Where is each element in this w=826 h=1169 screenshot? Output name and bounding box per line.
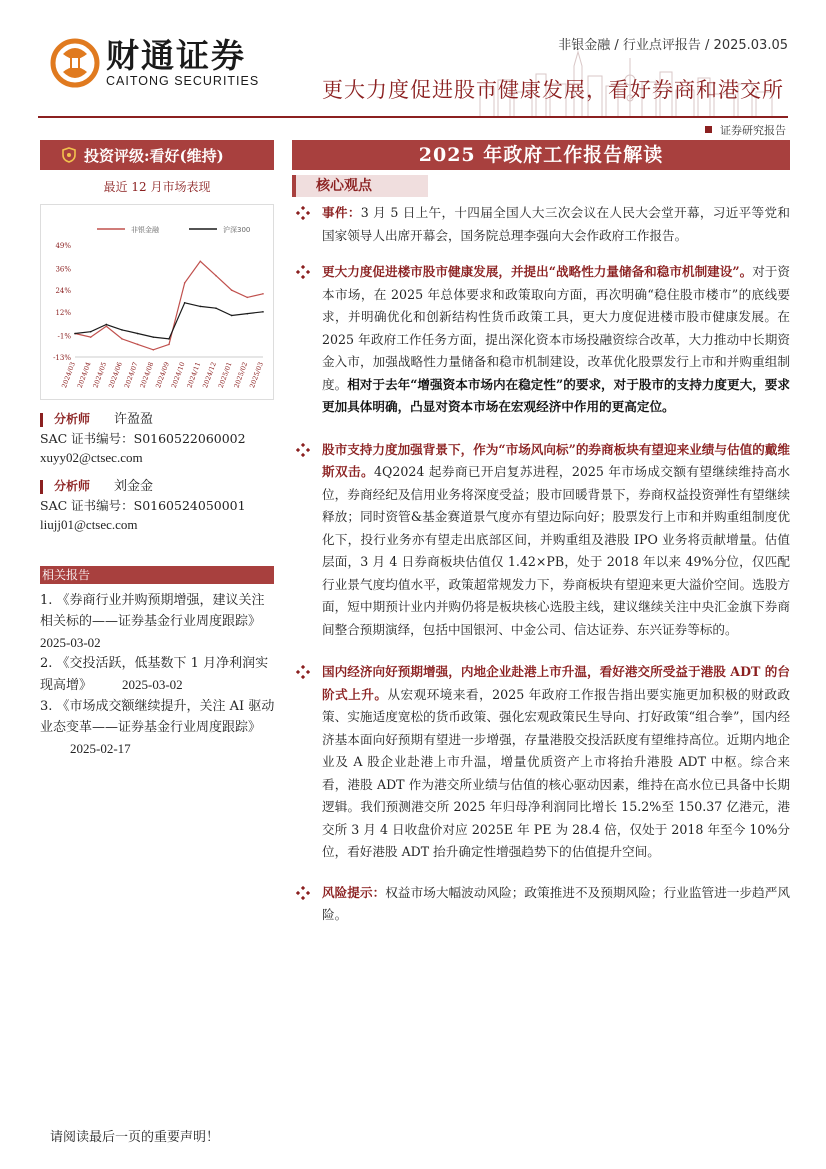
report-headline: 更大力度促进股市健康发展，看好券商和港交所: [322, 78, 784, 102]
data-point: [74, 333, 76, 335]
company-logo: [50, 38, 259, 88]
analyst-name: 刘金金: [114, 479, 154, 494]
related-report-date: 2025-02-17: [70, 741, 131, 756]
related-report-link[interactable]: [40, 696, 276, 760]
data-point: [247, 313, 249, 315]
x-tick-label: 2025/01: [216, 360, 234, 390]
rating-text: 投资评级:看好(维持): [84, 146, 224, 165]
shield-icon: [62, 147, 76, 163]
point-lead: 国内经济向好预期增强，内地企业赴港上市升温，看好港交所受益于港股 ADT 的台阶式上升。: [322, 664, 790, 702]
key-points: [296, 200, 790, 927]
diamond-bullet-icon: [296, 886, 310, 900]
data-point: [184, 302, 186, 304]
analyst-marker: [40, 480, 43, 494]
y-tick-label: 12%: [55, 308, 71, 317]
related-report-link[interactable]: [40, 590, 276, 653]
x-tick-label: 2024/10: [169, 360, 187, 390]
related-reports-header: 相关报告: [40, 566, 274, 584]
data-point: [231, 289, 233, 291]
diamond-bullet-icon: [296, 265, 310, 279]
data-point: [121, 329, 123, 331]
data-point: [215, 275, 217, 277]
x-tick-label: 2024/05: [91, 360, 109, 390]
data-point: [137, 333, 139, 335]
x-tick-label: 2024/08: [138, 360, 156, 390]
point-body: 权益市场大幅波动风险；政策推进不及预期风险；行业监管进一步趋严风险。: [322, 884, 791, 922]
related-report-title: 1. 《券商行业并购预期增强，建议关注相关标的——证券基金行业周度跟踪》: [40, 593, 265, 629]
point-body: 对于资本市场，在 2025 年总体要求和政策取向方面，再次明确“稳住股市楼市”的底线要求，并明确优化和创新结构性货币政策工具，更大力度促进楼市股市健康发展。在 2025 年政府工作任务方面，提出深化资本市场投融资综合改革，大力推动中长期资金入市，加强战略性力量储备和稳市机制建设，改革优化股票发行上市和并购重组制度。: [322, 264, 790, 392]
investment-rating: [40, 140, 274, 170]
x-tick-label: 2024/03: [60, 360, 77, 390]
diamond-bullet-icon: [296, 206, 310, 220]
analyst-role: 分析师: [54, 412, 91, 426]
caitong-coin-icon: [50, 38, 100, 88]
key-point: [296, 661, 790, 864]
point-lead: 风险提示：: [322, 884, 386, 900]
y-tick-label: 24%: [55, 287, 71, 296]
data-point: [90, 336, 92, 338]
report-type-label: [705, 122, 786, 138]
key-point: [296, 202, 790, 247]
key-point: [296, 882, 790, 927]
x-tick-label: 2025/02: [232, 360, 250, 390]
data-point: [153, 336, 155, 338]
point-body: 从宏观环境来看，2025 年政府工作报告指出要实施更加积极的财政政策、实施适度宽松的货币政策、强化宏观政策民生导向、打好政策“组合拳”，国内经济基本面向好预期有望进一步增强，存量港股交投活跃度有望维持高位。近期内地企业及 A 股企业赴港上市升温，增量优质资产上市将抬升港股 ADT 中枢。综合来看，港股 ADT 作为港交所业绩与估值的核心驱动因素，维持在高水位已具备中长期逻辑。我们预测港交所 2025 年归母净利润同比增长 15.2%至 150.37 亿港元，港交所 3 月 4 日收盘价对应 2025E 年 PE 为 28.4 倍，仅处于 2018 年至今 10%分位，看好港股 ADT 抬升确定性增强趋势下的估值提升空间。: [322, 686, 790, 859]
report-type-text: 证券研究报告: [720, 124, 786, 137]
data-point: [200, 260, 202, 262]
data-point: [247, 297, 249, 299]
x-tick-label: 2024/12: [201, 360, 218, 390]
point-emphasis: 相对于去年“增强资本市场内在稳定性”的要求，对于股市的支持力度更大，要求更加具体明确，凸显对资本市场在宏观经济中作用的更高定位。: [322, 376, 790, 414]
y-tick-label: 49%: [55, 242, 71, 250]
related-report-date: 2025-03-02: [40, 635, 101, 650]
point-lead: 更大力度促进楼市股市健康发展，并提出“战略性力量储备和稳市机制建设”。: [322, 264, 753, 279]
analyst-marker: [40, 413, 43, 427]
data-point: [137, 344, 139, 346]
data-point: [90, 331, 92, 333]
data-point: [106, 324, 108, 326]
header-divider: [38, 116, 788, 118]
y-tick-label: -1%: [57, 332, 71, 341]
related-report-title: 3. 《市场成交额继续提升，关注 AI 驱动业态变革——证券基金行业周度跟踪》: [40, 699, 275, 735]
point-lead: 股市支持力度加强背景下，作为“市场风向标”的券商板块有望迎来业绩与估值的戴维斯双击。: [322, 441, 790, 479]
y-tick-label: 36%: [55, 265, 71, 274]
data-point: [106, 325, 108, 327]
x-tick-label: 2024/04: [75, 360, 93, 390]
logo-text-en: CAITONG SECURITIES: [106, 74, 260, 88]
key-point: [296, 439, 790, 642]
analyst-list: [40, 410, 274, 544]
data-point: [121, 338, 123, 340]
core-views-tab: 核心观点: [292, 175, 428, 197]
point-body: 3 月 5 日上午，十四届全国人大三次会议在人民大会堂开幕，习近平等党和国家领导人出席开幕会，国务院总理李强向大会作政府工作报告。: [322, 205, 790, 243]
analyst-email[interactable]: liujj01@ctsec.com: [40, 517, 138, 532]
diamond-bullet-icon: [296, 443, 310, 457]
key-point: [296, 261, 790, 419]
section-title: 2025 年政府工作报告解读: [292, 140, 790, 170]
data-point: [184, 282, 186, 284]
y-tick-label: -13%: [53, 354, 71, 362]
x-tick-label: 2025/03: [248, 360, 265, 390]
market-performance-chart: [40, 204, 274, 400]
analyst-email[interactable]: xuyy02@ctsec.com: [40, 450, 143, 465]
data-point: [215, 307, 217, 309]
related-report-date: 2025-03-02: [122, 677, 183, 692]
analyst-role: 分析师: [54, 479, 91, 493]
point-body: 4Q2024 起券商已开启复苏进程，2025 年市场成交额有望继续维持高水位，券商经纪及信用业务将深度受益；股市回暖背景下，券商权益投资弹性有望继续释放；同时资管&基金赛道景气度亦有望边际向好；股票发行上市和并购重组制度优化下，投行业务亦有望走出底部区间，并购重组及港股 IPO 业务将贡献增量。估值层面，3 月 4 日券商板块估值仅 1.42×PB，处于 2018 年以来 49%分位，仅匹配行业景气度均值水平，政策超常规发力下，券商板块有望迎来更大溢价空间。选股方面，短中期预计业内并购仍将是板块核心选股主线，建议继续关注中央汇金旗下券商间整合预期演绎，包括中国银河、中金公司、信达证券、东兴证券等标的。: [322, 464, 791, 637]
disclaimer-footer: 请阅读最后一页的重要声明！: [50, 1130, 220, 1145]
data-point: [153, 349, 155, 351]
square-bullet-icon: [705, 126, 712, 133]
data-point: [200, 306, 202, 308]
data-point: [262, 311, 264, 313]
related-report-link[interactable]: [40, 653, 276, 696]
x-tick-label: 2024/09: [154, 360, 171, 390]
analyst-card: [40, 477, 274, 534]
logo-text-cn: 财通证券: [106, 36, 246, 75]
series-line: [75, 261, 263, 350]
analyst-sac: SAC 证书编号：S0160524050001: [40, 498, 246, 513]
point-lead: 事件：: [322, 205, 361, 220]
analyst-sac: SAC 证书编号：S0160522060002: [40, 431, 246, 446]
legend-label: 非银金融: [131, 226, 159, 234]
analyst-name: 许盈盈: [114, 412, 154, 427]
data-point: [168, 344, 170, 346]
related-report-title: 2. 《交投活跃，低基数下 1 月净利润实现高增》: [40, 656, 269, 693]
data-point: [168, 338, 170, 340]
diamond-bullet-icon: [296, 665, 310, 679]
related-reports-list: [40, 590, 276, 760]
x-tick-label: 2024/07: [122, 360, 140, 390]
performance-line-chart: [41, 205, 273, 399]
performance-chart-title: 最近 12 月市场表现: [103, 180, 211, 194]
x-tick-label: 2024/06: [107, 360, 124, 390]
data-point: [231, 315, 233, 317]
report-meta: 非银金融 / 行业点评报告 / 2025.03.05: [558, 38, 788, 53]
series-line: [75, 303, 263, 339]
x-tick-label: 2024/11: [185, 360, 203, 390]
analyst-card: [40, 410, 274, 467]
legend-label: 沪深300: [223, 226, 251, 234]
data-point: [262, 293, 264, 295]
